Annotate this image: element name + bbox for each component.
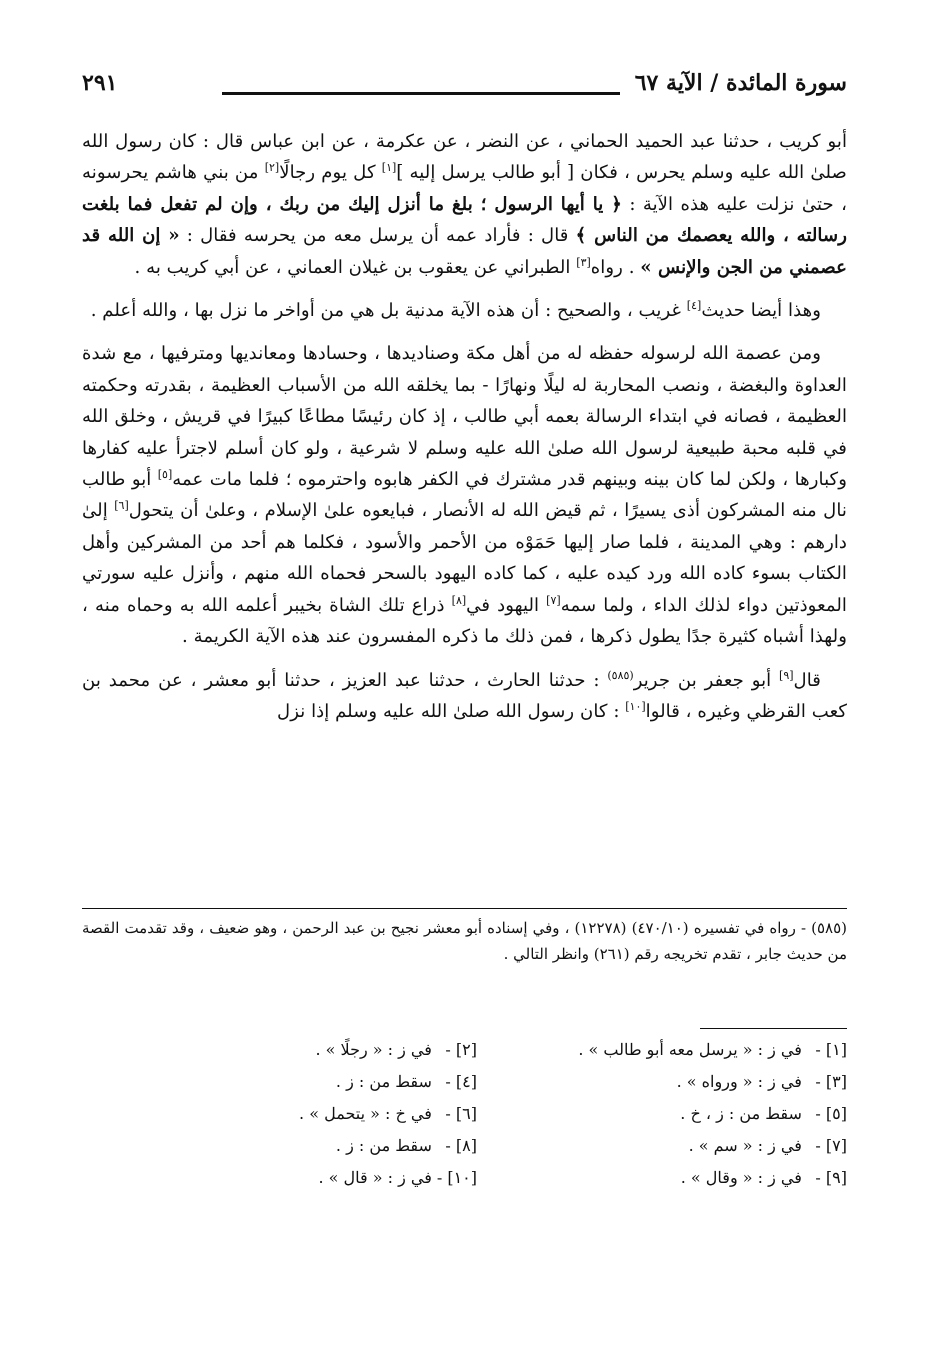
- text-run: كل يوم رجالًا: [279, 162, 382, 184]
- text-run: : كان رسول الله صلىٰ الله عليه وسلم إذا نزل: [276, 700, 626, 722]
- text-run: أبو كريب ، حدثنا عبد الحميد الحماني ، عن النضر ، عن عكرمة ، عن ابن عباس قال : كان رسول الله صلىٰ الله عليه وسلم يحرس ، فكان [ أبو طالب يرسل إليه ]: [82, 131, 848, 184]
- note-item: [578, 1040, 847, 1059]
- bold-text: « إن الله قد عصمني من الجن والإنس »: [82, 225, 847, 278]
- note-number: [٧] -: [815, 1136, 847, 1155]
- text-run: : حدثنا الحارث ، حدثنا عبد العزيز ، حدثنا أبو معشر ، عن محمد بن كعب القرظي وغيره ، قالوا: [82, 669, 847, 722]
- note-item: [680, 1104, 847, 1123]
- paragraph: [82, 295, 847, 326]
- takhrij-footnote: (٥٨٥) - رواه في تفسيره (٤٧٠/١٠) (١٢٢٧٨) ، وفي إسناده أبو معشر نجيح بن عبد الرحمن ، وهو ضعيف ، وقد تقدمت القصة من حديث جابر ، تقدم تخريجه رقم (٢٦١) وانظر التالي .: [82, 908, 847, 967]
- note-item: [681, 1168, 847, 1187]
- note-number: [٥] -: [815, 1104, 847, 1123]
- note-text: في ز : « سم » .: [688, 1136, 807, 1155]
- note-text: في ز : « رجلًا » .: [315, 1040, 437, 1059]
- text-run: غريب ، والصحيح : أن هذه الآية مدنية بل هي من أواخر ما نزل بها ، والله أعلم .: [90, 300, 687, 322]
- text-run: ذراع تلك الشاة بخيبر أعلمه الله به وحماه منه ، ولهذا أشباه كثيرة جدًا يطول ذكرها ، فمن ذلك ما ذكره المفسرون عند هذه الآية الكريمة .: [82, 594, 847, 648]
- text-run: أبو طالب نال منه المشركون أذى يسيرًا ، ثم قيض الله له الأنصار ، فبايعوه علىٰ الإسلام ، وعلىٰ أن يتحول: [82, 469, 847, 522]
- note-number: [٩] -: [815, 1168, 847, 1187]
- running-title: سورة المائدة / الآية ٦٧: [634, 70, 847, 96]
- note-text: سقط من : ز .: [335, 1136, 437, 1155]
- text-run: اليهود في: [466, 594, 547, 616]
- note-text: في ز : « ورواه » .: [676, 1072, 807, 1091]
- footnote-marker: [١]: [381, 161, 397, 175]
- text-run: قال : فأراد عمه أن يرسل معه من يحرسه فقال :: [179, 225, 576, 247]
- note-text: في ز : « وقال » .: [680, 1168, 807, 1187]
- header-rule: [222, 92, 620, 95]
- note-number: [٤] -: [445, 1072, 477, 1091]
- note-number: [٣] -: [815, 1072, 847, 1091]
- paragraph: [82, 665, 847, 728]
- note-text: في خ : « يتحمل » .: [299, 1104, 437, 1123]
- footnote-marker: [٩]: [779, 668, 794, 682]
- footnote-marker: [١٠]: [625, 699, 646, 713]
- note-text: سقط من : ز .: [335, 1072, 437, 1091]
- notes-rule: [700, 1028, 847, 1029]
- page-header: [82, 70, 847, 110]
- main-text: [82, 126, 847, 739]
- text-run: . رواه: [590, 256, 641, 278]
- note-item: [336, 1136, 477, 1155]
- note-item: [336, 1072, 477, 1091]
- note-number: [١٠] -: [436, 1168, 477, 1187]
- footnote-marker: (٥٨٥): [607, 668, 634, 682]
- text-run: أبو جعفر بن جرير: [633, 669, 780, 691]
- note-item: [299, 1104, 477, 1123]
- footnote-marker: [٥]: [157, 468, 173, 481]
- note-item: [677, 1072, 847, 1091]
- text-run: قال: [793, 669, 821, 691]
- footnote-marker: [٦]: [114, 499, 129, 513]
- note-number: [١] -: [815, 1040, 847, 1059]
- paragraph: [82, 338, 847, 652]
- footnote-marker: [٧]: [546, 593, 561, 607]
- text-run: الطبراني عن يعقوب بن غيلان العماني ، عن أبي كريب به .: [134, 256, 577, 278]
- note-number: [٢] -: [445, 1040, 477, 1059]
- bold-text: ﴿ يا أيها الرسول ؛ بلغ ما أنزل إليك من ربك ، وإن لم تفعل فما بلغت رسالته ، والله يعصمك من الناس ﴾: [82, 193, 847, 247]
- footnote-marker: [٨]: [451, 593, 467, 607]
- page-number: ٢٩١: [82, 70, 118, 96]
- note-item: [318, 1168, 477, 1187]
- note-text: في ز : « قال » .: [318, 1168, 437, 1187]
- footnote-marker: [٣]: [576, 255, 591, 269]
- text-run: وهذا أيضا حديث: [701, 300, 821, 322]
- note-item: [315, 1040, 477, 1059]
- note-text: في ز : « يرسل معه أبو طالب » .: [578, 1040, 807, 1059]
- note-number: [٨] -: [445, 1136, 477, 1155]
- text-run: من بني هاشم يحرسونه ، حتىٰ نزلت عليه هذه الآية :: [82, 162, 848, 215]
- footnote-marker: [٤]: [686, 298, 702, 312]
- text-run: إلىٰ دارهم : وهي المدينة ، فلما صار إليها حَمَوْه من الأحمر والأسود ، فكلما هم أحد من المشركين وأهل الكتاب بسوء كاده الله ورد كيده عليه ، كما كاده اليهود بالسحر فحماه الله منهم ، وأنزل عليه سورتي المعوذتين دواء لذلك الداء ، ولما سمه: [82, 500, 847, 616]
- paragraph: [82, 126, 847, 283]
- variant-notes: [100, 1040, 847, 1200]
- note-number: [٦] -: [445, 1104, 477, 1123]
- footnote-marker: [٢]: [264, 161, 280, 175]
- note-item: [689, 1136, 847, 1155]
- text-run: ومن عصمة الله لرسوله حفظه له من أهل مكة وصناديدها ، وحسادها ومعانديها ومترفيها ، مع شدة العداوة والبغضة ، ونصب المحاربة له ليلًا ونهارًا - بما يخلقه الله من الأسباب العظيمة ، بقدرته وحكمته العظيمة ، فصانه في ابتداء الرسالة بعمه أبي طالب ، إذ كان رئيسًا مطاعًا كبيرًا في قريش ، وخلق الله في قلبه محبة طبيعية لرسول الله صلىٰ الله عليه وسلم لا شرعية ، ولو كان أسلم لاجترأ عليه كفارها وكبارها ، ولكن لما كان بينه وبينهم قدر مشترك في الكفر هابوه واحترموه ؛ فلما مات عمه: [82, 343, 848, 491]
- note-text: سقط من : ز ، خ .: [680, 1104, 807, 1123]
